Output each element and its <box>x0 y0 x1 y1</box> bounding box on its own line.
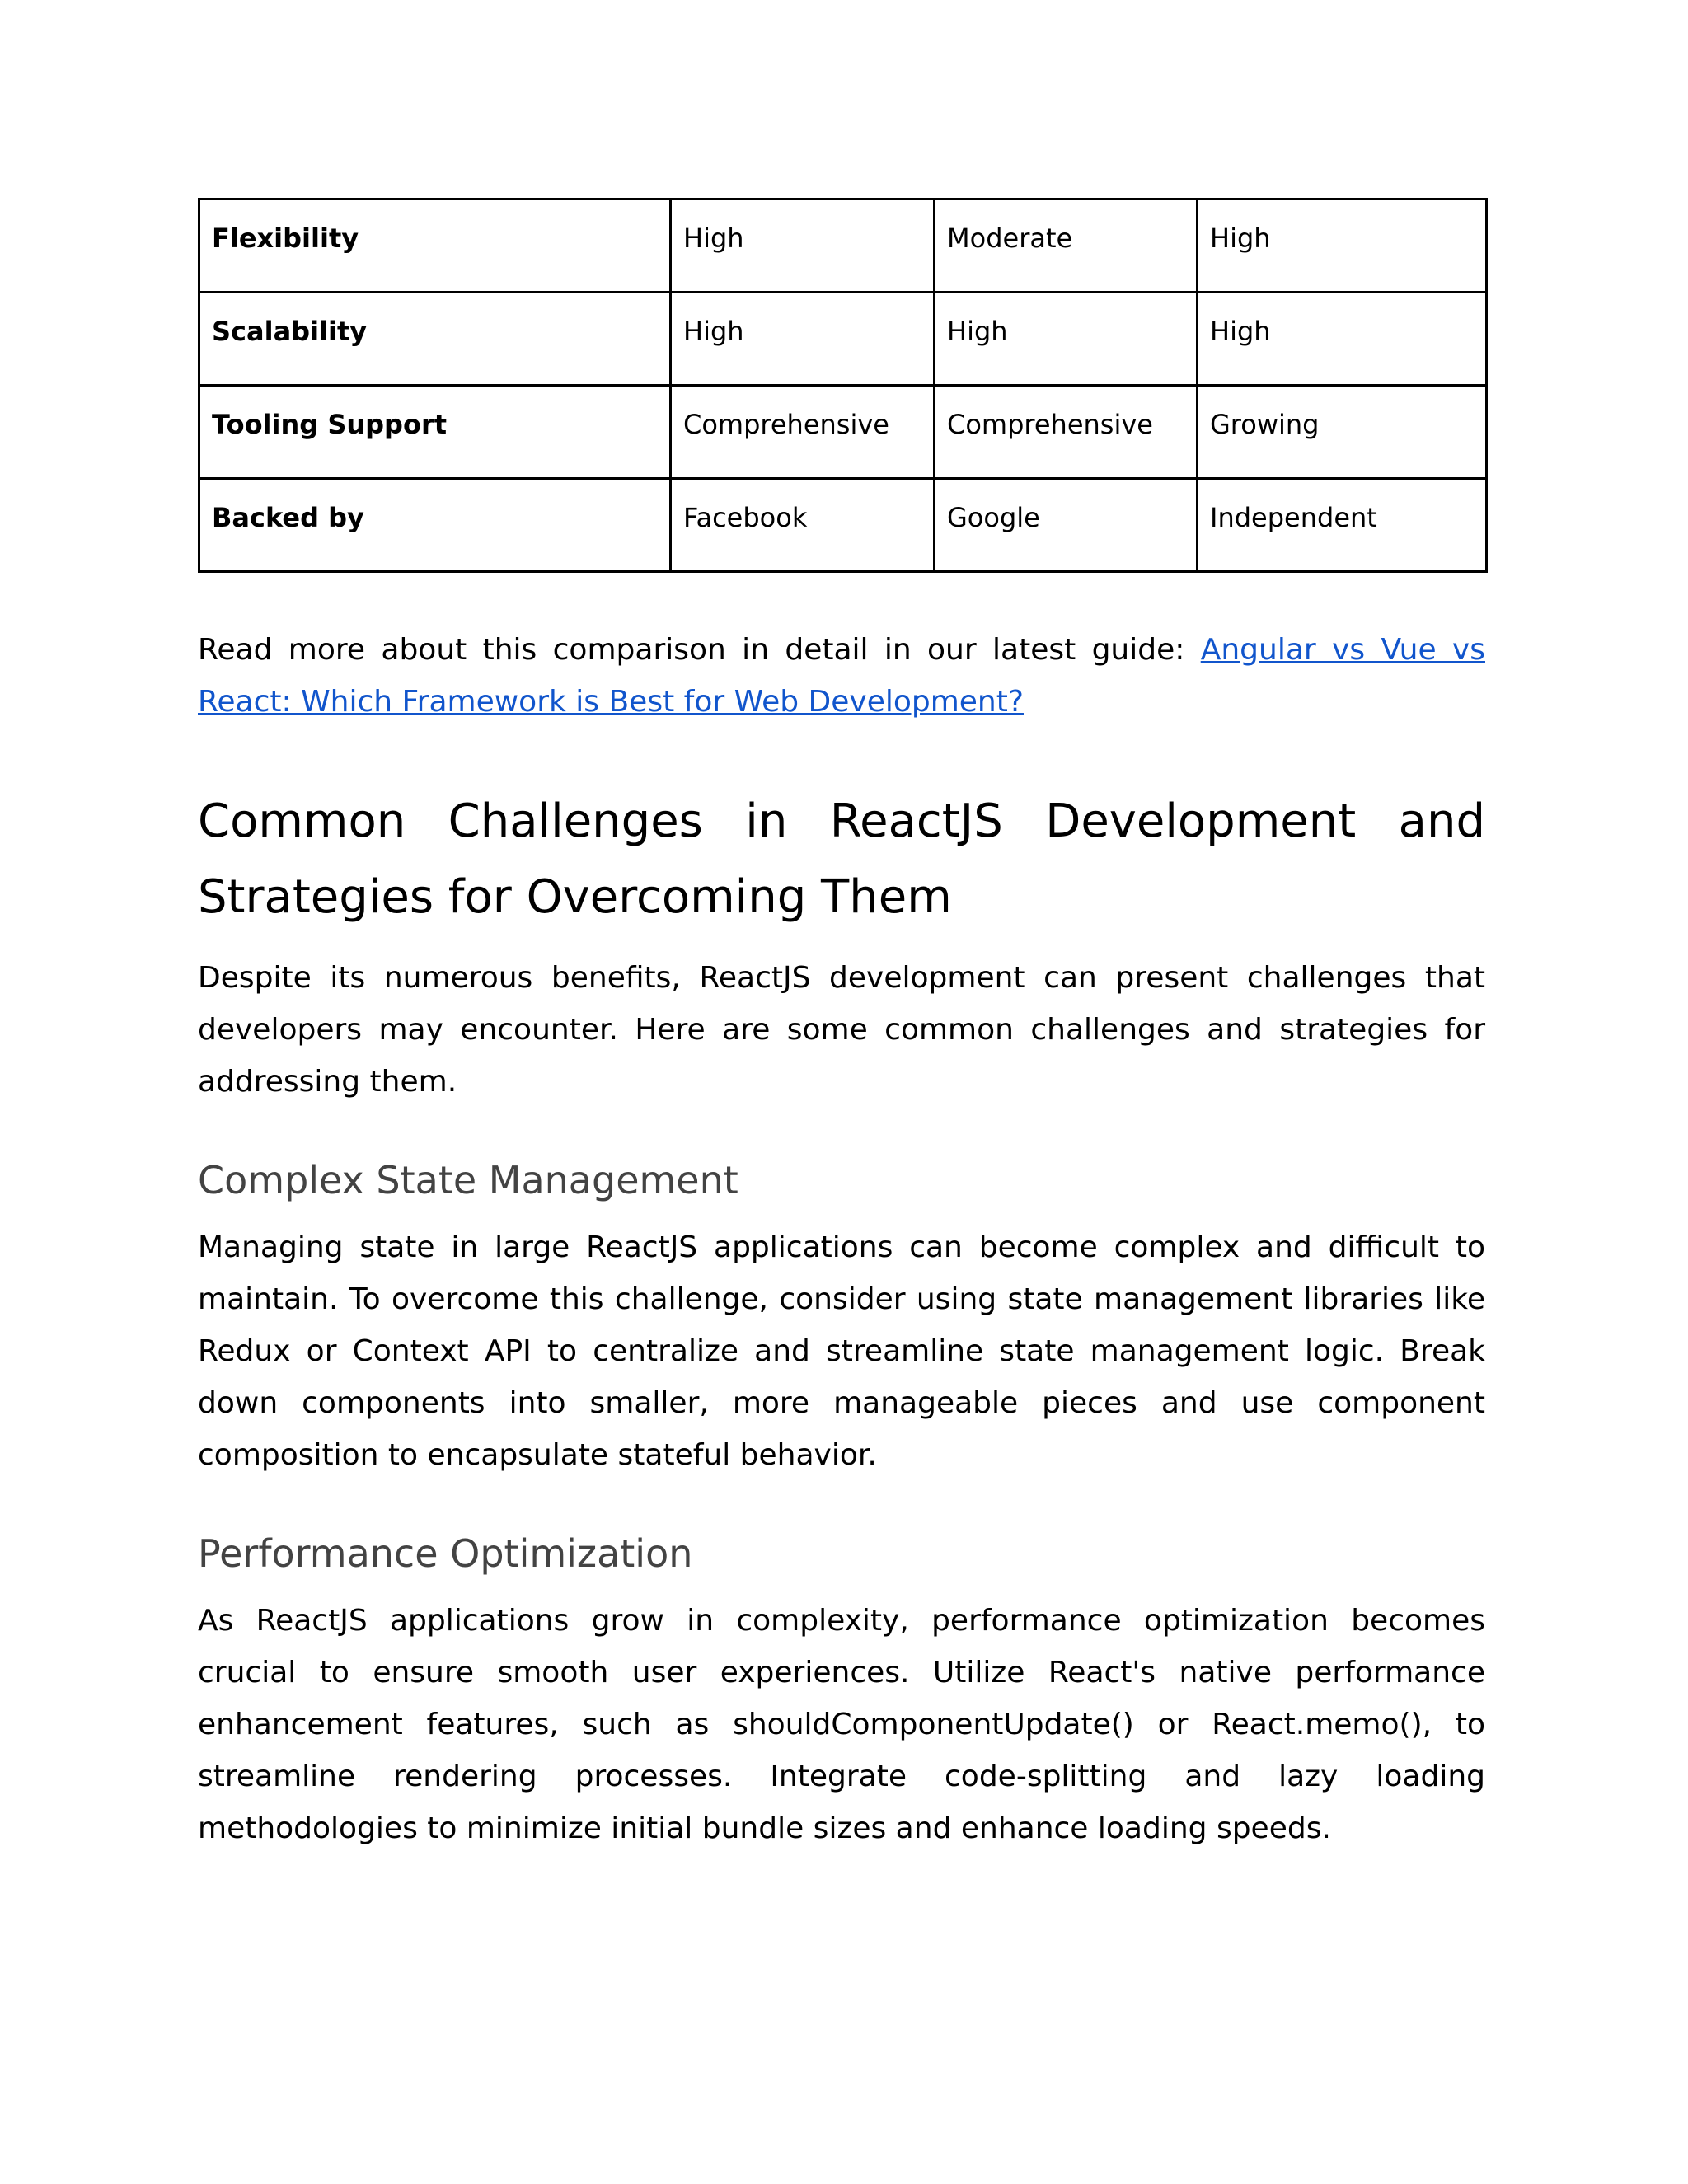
document-page <box>198 198 1485 1854</box>
table-cell: Google <box>935 479 1198 572</box>
row-label: Tooling Support <box>199 386 671 479</box>
subsection-body-performance: As ReactJS applications grow in complexity, performance optimization becomes crucial to ensure smooth user experiences. Utilize React's native performance enhancement features, such as shouldComponentUpdate() or React.memo(), to streamline rendering processes. Integrate code-splitting and lazy loading methodologies to minimize initial bundle sizes and enhance loading speeds. <box>198 1604 1485 1845</box>
table-cell: High <box>935 293 1198 386</box>
subsection-heading-state-management: Complex State Management <box>198 1158 738 1202</box>
intro-text: Read more about this comparison in detail in our latest guide: <box>198 633 1201 667</box>
table-cell: High <box>1198 199 1487 293</box>
section-description: Despite its numerous benefits, ReactJS development can present challenges that developers may encounter. Here are some common challenges and strategies for addressing them. <box>198 961 1485 1099</box>
intro-paragraph <box>198 624 1485 728</box>
row-label: Backed by <box>199 479 671 572</box>
section-title: Common Challenges in ReactJS Development and Strategies for Overcoming Them <box>198 794 1485 924</box>
table-cell: Growing <box>1198 386 1487 479</box>
table-cell: Comprehensive <box>671 386 935 479</box>
table-cell: Comprehensive <box>935 386 1198 479</box>
table-row <box>199 199 1487 293</box>
table-row <box>199 293 1487 386</box>
row-label: Scalability <box>199 293 671 386</box>
table-row <box>199 386 1487 479</box>
subsection-heading-performance: Performance Optimization <box>198 1531 693 1576</box>
comparison-table <box>198 198 1488 573</box>
table-row <box>199 479 1487 572</box>
table-cell: High <box>1198 293 1487 386</box>
subsection-body-state-management: Managing state in large ReactJS applications can become complex and difficult to maintain. To overcome this challenge, consider using state management libraries like Redux or Context API to centralize and streamline state management logic. Break down components into smaller, more manageable pieces and use component composition to encapsulate stateful behavior. <box>198 1230 1485 1472</box>
table-cell: High <box>671 199 935 293</box>
table-cell: Facebook <box>671 479 935 572</box>
row-label: Flexibility <box>199 199 671 293</box>
table-cell: High <box>671 293 935 386</box>
table-cell: Independent <box>1198 479 1487 572</box>
table-cell: Moderate <box>935 199 1198 293</box>
guide-link[interactable]: Angular vs Vue vs React: Which Framework is Best for Web Development? <box>198 633 1485 719</box>
